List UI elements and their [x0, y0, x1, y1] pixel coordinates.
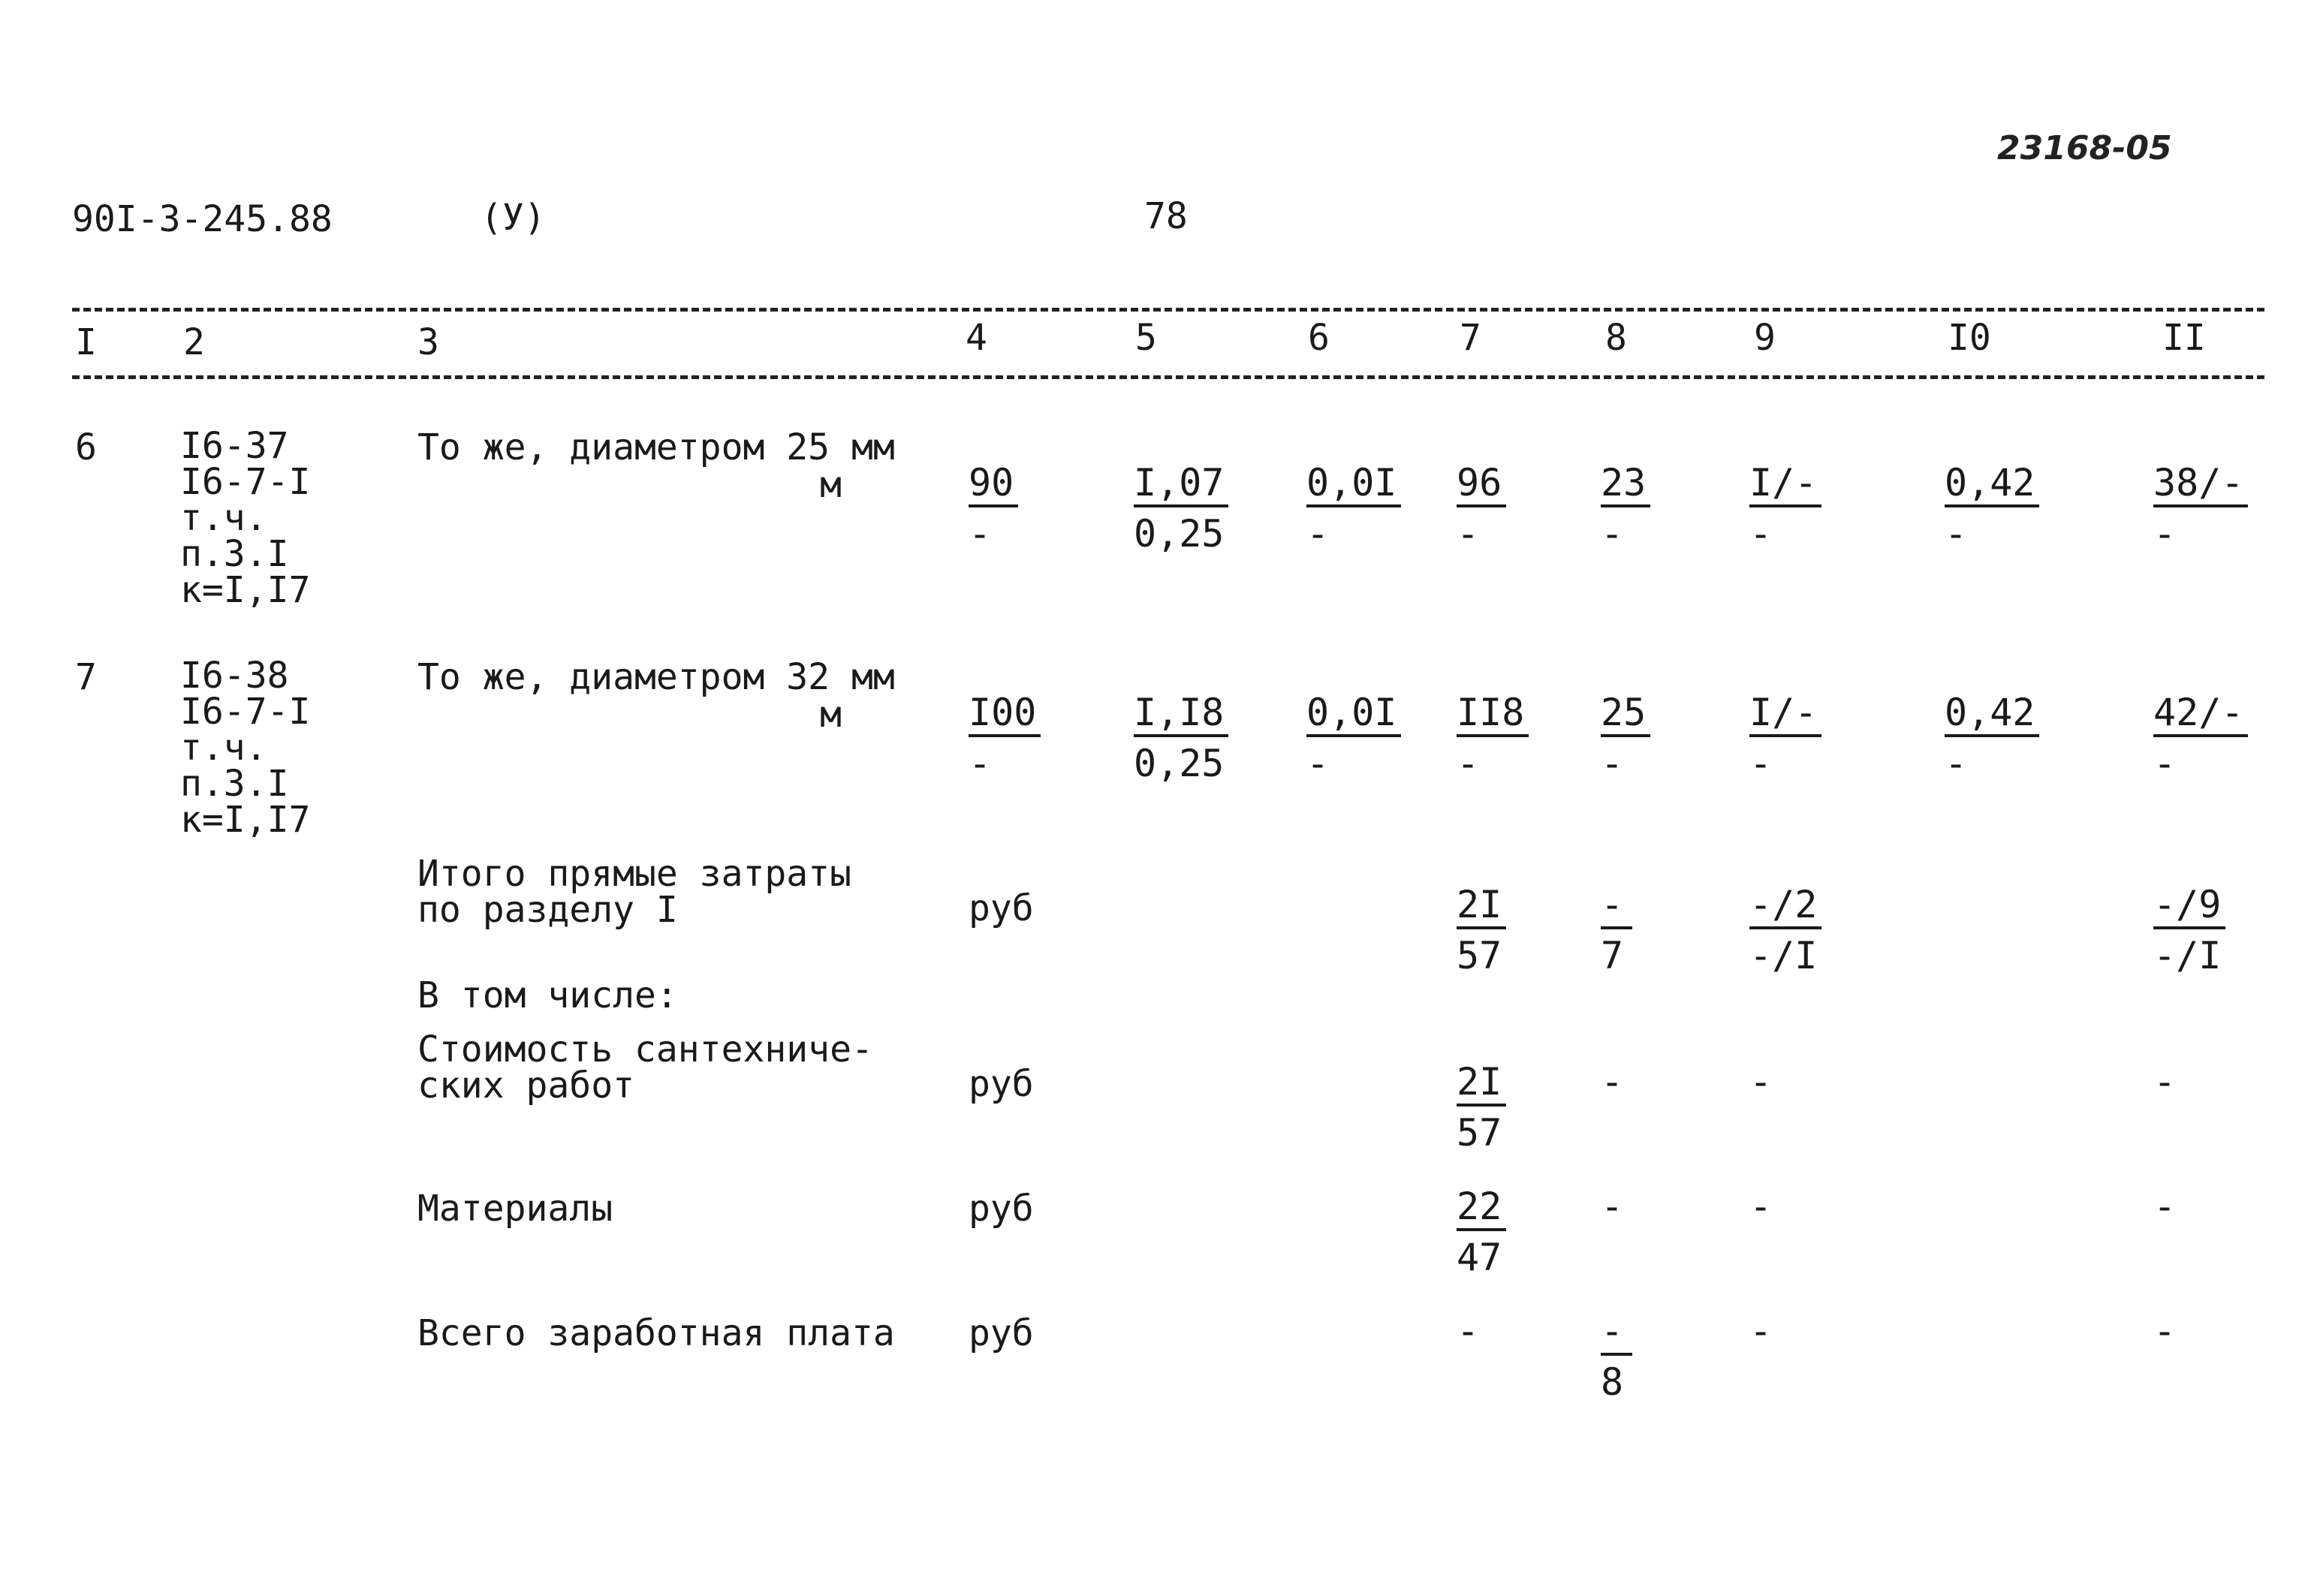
column-header-8: 8	[1605, 317, 1627, 359]
cell-col7: II8 -	[1457, 694, 1529, 737]
summary-plumbing-col9: -	[1749, 1060, 1773, 1104]
row-number: 6	[75, 426, 97, 468]
row-code: п.3.I	[180, 533, 289, 575]
including-label: В том числе:	[417, 974, 678, 1016]
row-code: I6-38	[180, 655, 289, 697]
summary-plumbing-unit: руб	[969, 1063, 1034, 1105]
summary-materials-unit: руб	[969, 1188, 1034, 1230]
label-line: Итого прямые затраты	[417, 853, 851, 895]
summary-wages-col7: -	[1457, 1309, 1480, 1353]
cell-col6: 0,0I -	[1306, 694, 1401, 737]
cell-col8: 23 -	[1601, 464, 1650, 507]
summary-plumbing-col11: -	[2153, 1060, 2177, 1104]
cell-col4: 90 -	[969, 464, 1018, 507]
row-description: То же, диаметром 25 мм	[417, 426, 895, 468]
cell-col10: 0,42 -	[1945, 464, 2039, 507]
cell-col5: $\frac{I,I8}{0,25}$	[1134, 694, 1228, 737]
summary-materials-col7: $\frac{22}{47}$	[1457, 1188, 1506, 1231]
row-unit: м	[820, 694, 842, 736]
label-line: по разделу I	[417, 889, 678, 931]
cell-col4: I00 -	[969, 694, 1041, 737]
row-code: к=I,I7	[180, 569, 311, 611]
summary-materials-col8: -	[1601, 1185, 1624, 1228]
summary-wages-col9: -	[1749, 1309, 1773, 1353]
column-header-1: I	[75, 321, 97, 363]
summary-plumbing-col8: -	[1601, 1060, 1624, 1104]
summary-wages-label: Всего заработная плата	[417, 1312, 895, 1354]
summary-total-col9: $\frac{-/2}{-/I}$	[1749, 886, 1821, 929]
label-line: Стоимость сантехниче-	[417, 1028, 873, 1071]
summary-materials-label: Материалы	[417, 1188, 613, 1230]
cell-col9: I/- -	[1749, 694, 1821, 737]
page-number: 78	[1144, 195, 1188, 237]
row-code: к=I,I7	[180, 799, 311, 841]
cell-col10: 0,42 -	[1945, 694, 2039, 737]
column-header-9: 9	[1754, 317, 1776, 359]
row-number: 7	[75, 656, 97, 698]
cell-col8: 25 -	[1601, 694, 1650, 737]
cell-col6: 0,0I -	[1306, 464, 1401, 507]
label-line: ских работ	[417, 1065, 634, 1107]
row-codes	[180, 425, 311, 611]
summary-total-label	[417, 853, 851, 931]
row-code: I6-7-I	[180, 691, 311, 733]
summary-wages-col8: - 8	[1601, 1312, 1632, 1356]
summary-total-col8: - 7	[1601, 886, 1632, 929]
column-header-4: 4	[966, 317, 987, 359]
column-header-11: II	[2162, 317, 2206, 359]
column-header-5: 5	[1135, 317, 1157, 359]
row-code: п.3.I	[180, 763, 289, 805]
summary-plumbing-col7: $\frac{2I}{57}$	[1457, 1063, 1506, 1107]
document-number: 90I-3-245.88	[72, 198, 333, 240]
column-header-6: 6	[1308, 317, 1330, 359]
header-top-rule	[72, 308, 2264, 312]
row-code: I6-37	[180, 425, 289, 467]
cell-col9: I/- -	[1749, 464, 1821, 507]
row-code: I6-7-I	[180, 461, 311, 503]
column-header-3: 3	[417, 321, 439, 363]
row-description: То же, диаметром 32 мм	[417, 656, 895, 698]
column-header-10: I0	[1948, 317, 1991, 359]
summary-wages-unit: руб	[969, 1312, 1034, 1354]
column-header-7: 7	[1460, 317, 1481, 359]
cell-col5: $\frac{I,07}{0,25}$	[1134, 464, 1228, 507]
cell-col7: 96 -	[1457, 464, 1506, 507]
cell-col11: 38/- -	[2153, 464, 2248, 507]
row-code: т.ч.	[180, 727, 267, 769]
summary-total-col7: $\frac{2I}{57}$	[1457, 886, 1506, 929]
document-mark: (У)	[481, 197, 546, 239]
row-unit: м	[820, 464, 842, 506]
summary-plumbing-label	[417, 1028, 873, 1107]
cell-col11: 42/- -	[2153, 694, 2248, 737]
summary-materials-col11: -	[2153, 1185, 2177, 1228]
summary-wages-col11: -	[2153, 1309, 2177, 1353]
column-header-2: 2	[183, 321, 205, 363]
row-codes	[180, 655, 311, 841]
summary-total-unit: руб	[969, 887, 1034, 929]
header-bottom-rule	[72, 375, 2264, 379]
summary-materials-col9: -	[1749, 1185, 1773, 1228]
summary-total-col11: $\frac{-/9}{-/I}$	[2153, 886, 2225, 929]
row-code: т.ч.	[180, 497, 267, 539]
handwritten-reference: 23168-05	[1997, 129, 2172, 167]
